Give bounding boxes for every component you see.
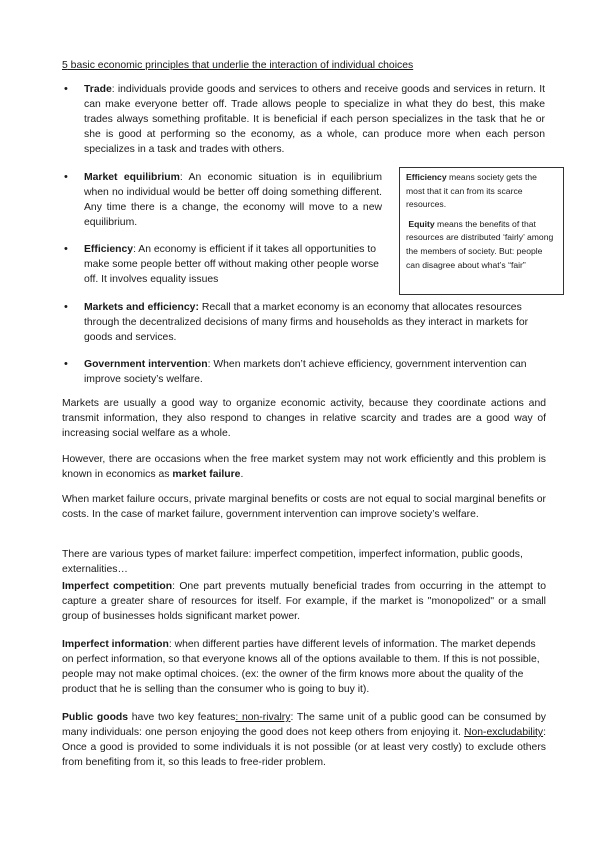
bullet-trade <box>64 82 545 157</box>
paragraph-imperfect-information <box>62 637 548 697</box>
paragraph-text: have two key features <box>128 712 236 723</box>
bullet-icon: • <box>64 301 68 313</box>
imperfect-competition-term: Imperfect competition <box>62 581 173 592</box>
bullet-icon: • <box>64 358 68 370</box>
public-goods-term: Public goods <box>62 712 129 723</box>
bullet-efficiency <box>64 242 384 287</box>
paragraph-markets <box>62 396 546 441</box>
paragraph-market-failure <box>62 452 546 482</box>
bullet-text: An economic situation is in equilibrium when no individual would be better off doing something different. Any time there is a change, the economy will move to a new equilibrium. <box>84 172 382 228</box>
title-text: basic economic principles that underlie the interaction of individual choices <box>67 60 414 71</box>
bullet-government-intervention <box>64 357 546 387</box>
non-rivalry-term: : non-rivalry <box>235 712 291 723</box>
paragraph-market-failure-occurs <box>62 492 546 522</box>
bullet-text: Recall that a market economy is an economy that allocates resources through the decentralized decisions of many firms and households as they interact in markets for goods and services. <box>84 302 529 343</box>
callout-equity-text: means the benefits of that resources are distributed ‘fairly’ among the members of society. But: people can disagree about what’s “fair” <box>406 218 554 270</box>
bullet-term: Markets and efficiency: <box>84 302 199 313</box>
bullet-sep: : <box>111 84 118 95</box>
callout-equity-term: Equity <box>408 218 435 229</box>
bullet-market-equilibrium <box>64 170 382 230</box>
page-title <box>62 58 413 73</box>
bullet-term: Trade <box>84 84 112 95</box>
paragraph-text: When market failure occurs, private marginal benefits or costs are not equal to social marginal benefits or costs. In the case of market failure, government intervention can improve society’s welfare. <box>62 494 546 520</box>
bullet-text: individuals provide goods and services to others and receive goods and services in return. It can make everyone better off. Trade allows people to specialize in what they do best, this make trades always something profitable. It is beneficial if each person specializes in the task that he or she is good at performing so the economy, as a whole, can produce more when each person specializes in a task and trades with others. <box>84 84 545 155</box>
paragraph-text: However, there are occasions when the free market system may not work efficiently and this problem is known in economics as <box>62 454 546 480</box>
imperfect-information-term: Imperfect information <box>62 639 169 650</box>
paragraph-public-goods <box>62 710 546 770</box>
paragraph-text: : The same unit of a public good can be consumed by many individuals: one person enjoying the good does not keep others from enjoying it. <box>62 712 547 738</box>
bullet-sep: : <box>133 244 139 255</box>
definitions-callout <box>399 167 564 295</box>
bullet-text: An economy is efficient if it takes all opportunities to make some people better off without making other people worse off. It involves equality issues <box>84 244 379 285</box>
bullet-term: Government intervention <box>84 359 208 370</box>
market-failure-term: market failure <box>172 469 241 480</box>
bullet-text: When markets don’t achieve efficiency, government intervention can improve society’s welfare. <box>84 359 527 385</box>
bullet-sep: : <box>179 172 189 183</box>
paragraph-text: : when different parties have different levels of information. The market depends on perfect information, so that everyone knows all of the options available to them. If this is not possible, people may not make optimal choices. (ex: the owner of the firm knows more about the quality of the product that he is selling than the consumer who is going to buy it). <box>62 639 540 695</box>
title-number: 5 <box>62 60 68 71</box>
bullet-icon: • <box>64 243 68 255</box>
bullet-icon: • <box>64 83 68 95</box>
bullet-markets-and-efficiency <box>64 300 546 345</box>
paragraph-types <box>62 547 548 577</box>
bullet-sep: : <box>207 359 214 370</box>
paragraph-text: There are various types of market failure: imperfect competition, imperfect information, public goods, externalities… <box>62 549 523 575</box>
paragraph-text: . <box>240 469 244 480</box>
bullet-term: Efficiency <box>84 244 134 255</box>
paragraph-text: : One part prevents mutually beneficial trades from occurring in the attempt to capture a greater share of resources for itself. For example, if the market is "monopolized" or a small group of businesses holds significant market power. <box>62 581 546 622</box>
callout-efficiency-text: means society gets the most that it can from its scarce resources. <box>406 172 537 210</box>
paragraph-text: Markets are usually a good way to organize economic activity, because they coordinate actions and transmit information, they also respond to changes in relative scarcity and trades are a good way of increasing social welfare as a whole. <box>62 398 546 439</box>
callout-efficiency-term: Efficiency <box>406 172 447 182</box>
paragraph-text: : Once a good is provided to some individuals it is not possible (or at least very costly) to exclude others from benefiting from it, so this leads to free-rider problem. <box>62 727 546 768</box>
non-excludability-term: Non-excludability <box>463 727 544 738</box>
paragraph-imperfect-competition <box>62 579 546 624</box>
bullet-term: Market equilibrium <box>84 172 180 183</box>
bullet-icon: • <box>64 171 68 183</box>
